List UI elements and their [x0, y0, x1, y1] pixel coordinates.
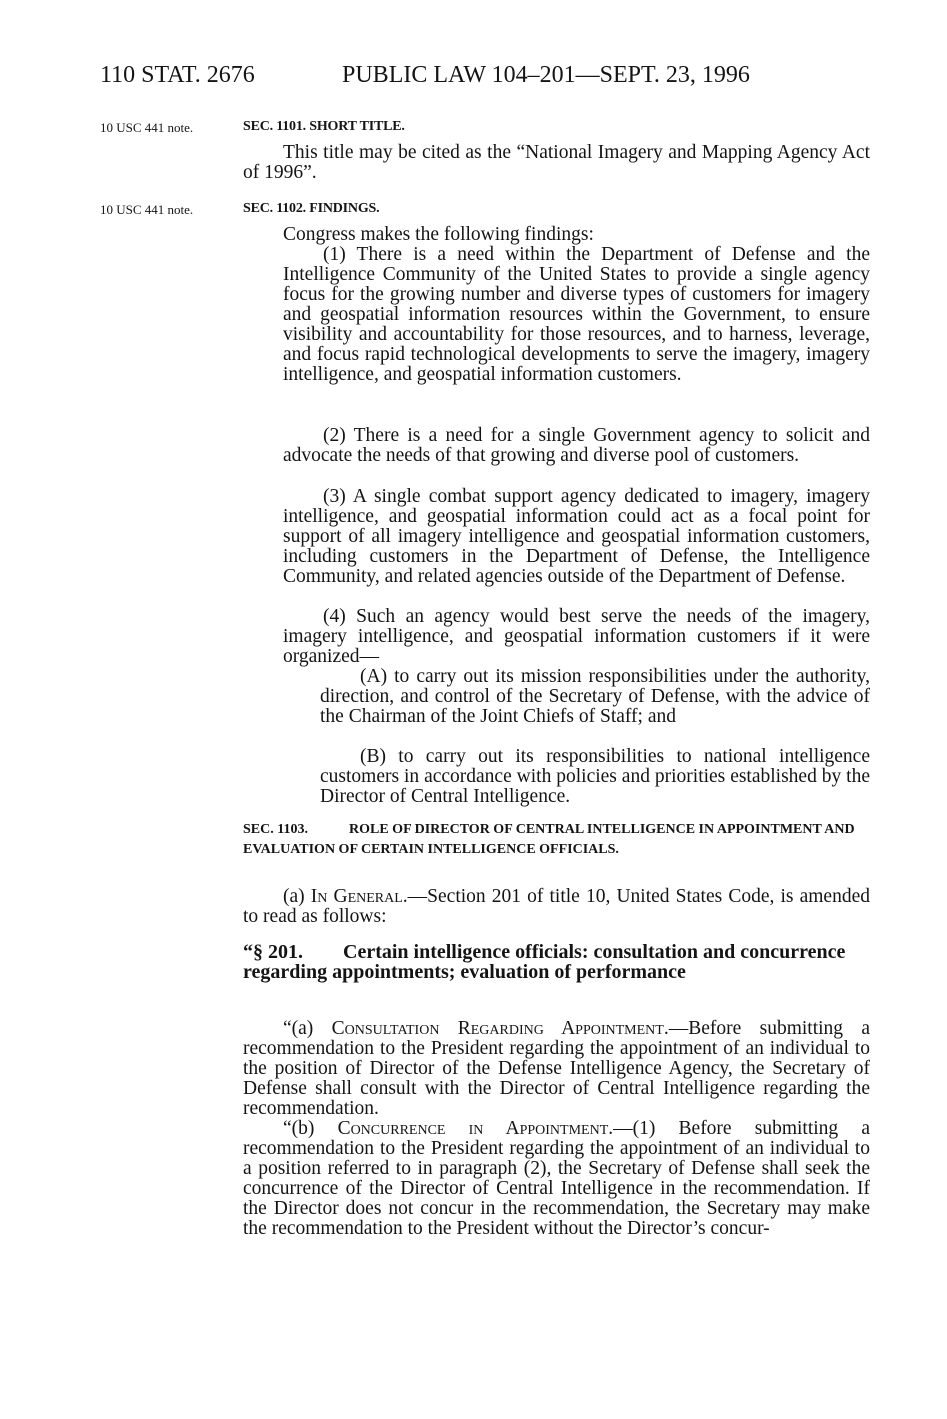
section-1103-number: SEC. 1103. [243, 822, 308, 837]
finding-4-b: (B) to carry out its responsibilities to national intelligence customers in accordance with policies and priorities established by the Director of Central Intelligence. [320, 746, 870, 807]
finding-2: (2) There is a need for a single Government agency to solicit and advocate the needs of that growing and diverse pool of customers. [283, 425, 870, 466]
public-law-title: PUBLIC LAW 104–201—SEPT. 23, 1996 [342, 62, 750, 88]
concurrence-heading: Concurrence in Appointment. [337, 1118, 614, 1139]
consultation-heading: Consultation Regarding Appointment. [331, 1018, 669, 1039]
finding-3: (3) A single combat support agency dedicated to imagery, imagery intelligence, and geospatial information could act as a focal point for support of all imagery intelligence and geospatial information customers, including customers in the Department of Defense, the Intelligence Community, and related agencies outside of the Department of Defense. [283, 486, 870, 587]
section-201-title: Certain intelligence officials: consultation and concurrence regarding appointments; evaluation of performance [243, 941, 846, 983]
section-201-a: “(a) Consultation Regarding Appointment.—Before submitting a recommendation to the President regarding the appointment of an individual to the position of Director of the Defense Intelligence Agency, the Secretary of Defense shall consult with the Director of Central Intelligence regarding the recommendation. [243, 1018, 870, 1119]
section-1103-heading [243, 820, 870, 860]
section-1103-title: ROLE OF DIRECTOR OF CENTRAL INTELLIGENCE IN APPOINTMENT AND EVALUATION OF CERTAIN INTELLIGENCE OFFICIALS. [243, 822, 855, 857]
page-header [100, 60, 860, 104]
finding-1: (1) There is a need within the Department of Defense and the Intelligence Community of the United States to provide a single agency focus for the growing number and diverse types of customers for imagery and geospatial information resources within the Government, to ensure visibility and accountability for those resources, and to harness, leverage, and focus rapid technological developments to serve the imagery, imagery intelligence, and geospatial information customers. [283, 244, 870, 385]
margin-note-1101: 10 USC 441 note. [100, 120, 194, 135]
section-1101-text: This title may be cited as the “National Imagery and Mapping Agency Act of 1996”. [243, 142, 870, 183]
margin-note-1102: 10 USC 441 note. [100, 202, 194, 217]
section-201-b: “(b) Concurrence in Appointment.—(1) Before submitting a recommendation to the President regarding the appointment of an individual to a position referred to in paragraph (2), the Secretary of Defense shall seek the concurrence of the Director of Central Intelligence in the recommendation. If the Director does not concur in the recommendation, the Secretary may make the recommendation to the President without the Director’s concur- [243, 1118, 870, 1239]
section-1102-heading: SEC. 1102. FINDINGS. [243, 201, 380, 216]
in-general-heading: In General. [310, 886, 408, 907]
section-1103-a: (a) In General.—Section 201 of title 10, United States Code, is amended to read as follows: [243, 886, 870, 927]
statute-page-number: 110 STAT. 2676 [100, 62, 255, 88]
section-201-heading [243, 942, 870, 982]
finding-4-a: (A) to carry out its mission responsibilities under the authority, direction, and control of the Secretary of Defense, with the advice of the Chairman of the Joint Chiefs of Staff; and [320, 666, 870, 727]
findings-intro: Congress makes the following findings: [283, 224, 594, 245]
section-201-symbol: “§ 201. [243, 941, 303, 963]
finding-4: (4) Such an agency would best serve the needs of the imagery, imagery intelligence, and geospatial information customers if it were organized— [283, 606, 870, 667]
section-1101-heading: SEC. 1101. SHORT TITLE. [243, 119, 405, 134]
